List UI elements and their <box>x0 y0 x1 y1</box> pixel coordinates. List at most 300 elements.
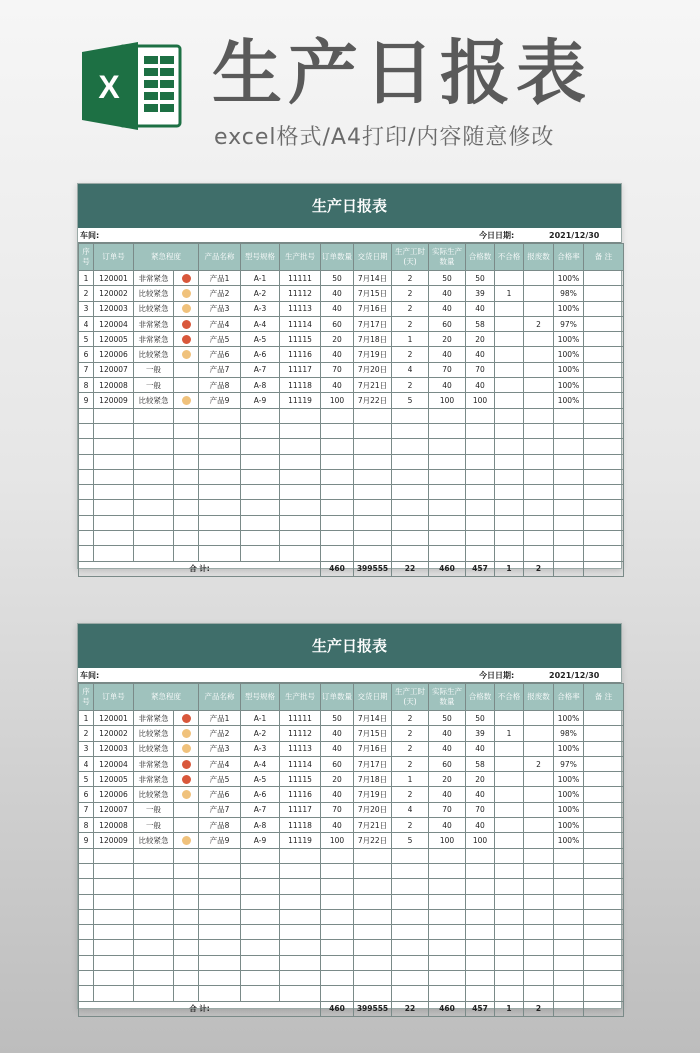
empty-cell <box>241 515 280 530</box>
cell-product: 产品7 <box>199 362 241 377</box>
empty-cell <box>280 531 321 546</box>
empty-cell <box>554 909 584 924</box>
empty-cell <box>199 940 241 955</box>
cell-pass: 100 <box>466 833 495 848</box>
empty-cell <box>79 485 94 500</box>
column-header: 合格数 <box>466 684 495 711</box>
cell-batch: 11115 <box>280 772 321 787</box>
empty-cell <box>584 971 624 986</box>
cell-note <box>584 316 624 331</box>
empty-cell <box>94 500 134 515</box>
empty-cell <box>584 408 624 423</box>
empty-cell <box>79 863 94 878</box>
meta-row <box>78 668 621 683</box>
empty-cell <box>79 971 94 986</box>
empty-cell <box>392 408 429 423</box>
column-header: 订单号 <box>94 244 134 271</box>
cell-no: 3 <box>79 741 94 756</box>
empty-cell <box>199 454 241 469</box>
cell-hours: 2 <box>392 347 429 362</box>
empty-cell <box>584 439 624 454</box>
empty-cell <box>392 940 429 955</box>
cell-delivery: 7月15日 <box>354 286 392 301</box>
cell-no: 5 <box>79 332 94 347</box>
cell-scrap <box>524 833 554 848</box>
column-header: 合格率 <box>554 684 584 711</box>
moderate-dot-icon <box>182 396 191 405</box>
cell-order: 120002 <box>94 726 134 741</box>
empty-cell <box>466 879 495 894</box>
empty-cell <box>134 423 174 438</box>
empty-cell <box>280 894 321 909</box>
cell-urgency: 一般 <box>134 362 174 377</box>
empty-cell <box>199 955 241 970</box>
cell-batch: 11116 <box>280 787 321 802</box>
empty-cell <box>134 986 174 1001</box>
cell-actual: 20 <box>429 332 466 347</box>
column-header: 订单数量 <box>321 684 354 711</box>
empty-cell <box>280 423 321 438</box>
empty-cell <box>466 469 495 484</box>
empty-cell <box>199 863 241 878</box>
cell-urgency: 非常紧急 <box>134 772 174 787</box>
cell-scrap <box>524 711 554 726</box>
empty-cell <box>241 454 280 469</box>
cell-note <box>584 818 624 833</box>
empty-cell <box>94 940 134 955</box>
empty-cell <box>524 439 554 454</box>
cell-order: 120006 <box>94 787 134 802</box>
empty-cell <box>134 500 174 515</box>
empty-cell <box>280 408 321 423</box>
cell-no: 4 <box>79 316 94 331</box>
cell-fail <box>495 332 524 347</box>
total-label: 合 计: <box>79 1001 321 1016</box>
banner <box>0 0 700 165</box>
empty-cell <box>354 940 392 955</box>
empty-cell <box>584 879 624 894</box>
empty-cell <box>392 986 429 1001</box>
empty-cell <box>554 546 584 561</box>
empty-cell <box>354 423 392 438</box>
cell-qty: 70 <box>321 802 354 817</box>
empty-cell <box>524 909 554 924</box>
workshop-label: 车间: <box>80 670 100 680</box>
cell-rate: 100% <box>554 301 584 316</box>
cell-delivery: 7月14日 <box>354 711 392 726</box>
cell-note <box>584 726 624 741</box>
cell-model: A-9 <box>241 833 280 848</box>
cell-product: 产品9 <box>199 393 241 408</box>
empty-cell <box>321 879 354 894</box>
empty-cell <box>174 500 199 515</box>
empty-cell <box>429 408 466 423</box>
empty-cell <box>554 894 584 909</box>
column-header: 订单号 <box>94 684 134 711</box>
empty-cell <box>134 863 174 878</box>
cell-delivery: 7月18日 <box>354 772 392 787</box>
empty-cell <box>554 955 584 970</box>
cell-scrap <box>524 393 554 408</box>
empty-cell <box>524 546 554 561</box>
empty-cell <box>466 531 495 546</box>
cell-no: 8 <box>79 818 94 833</box>
cell-fail <box>495 362 524 377</box>
urgent-dot-icon <box>182 335 191 344</box>
empty-cell <box>466 894 495 909</box>
table-row <box>79 301 624 316</box>
cell-urgency: 一般 <box>134 802 174 817</box>
empty-cell <box>94 546 134 561</box>
column-header: 报废数 <box>524 684 554 711</box>
empty-cell <box>199 515 241 530</box>
cell-no: 9 <box>79 393 94 408</box>
header-row <box>79 244 624 271</box>
total-rate <box>554 1001 584 1016</box>
empty-cell <box>199 485 241 500</box>
cell-hours: 5 <box>392 833 429 848</box>
cell-batch: 11111 <box>280 711 321 726</box>
empty-cell <box>94 955 134 970</box>
empty-cell <box>174 955 199 970</box>
empty-row <box>79 909 624 924</box>
empty-cell <box>241 546 280 561</box>
cell-urgency: 一般 <box>134 818 174 833</box>
empty-cell <box>354 863 392 878</box>
empty-cell <box>354 971 392 986</box>
cell-urgency: 一般 <box>134 378 174 393</box>
cell-hours: 2 <box>392 726 429 741</box>
cell-urgency: 比较紧急 <box>134 787 174 802</box>
cell-model: A-8 <box>241 378 280 393</box>
empty-cell <box>466 439 495 454</box>
empty-cell <box>321 439 354 454</box>
cell-delivery: 7月19日 <box>354 787 392 802</box>
empty-cell <box>174 940 199 955</box>
empty-cell <box>495 500 524 515</box>
empty-cell <box>321 546 354 561</box>
cell-no: 3 <box>79 301 94 316</box>
cell-qty: 40 <box>321 787 354 802</box>
empty-cell <box>554 971 584 986</box>
cell-rate: 100% <box>554 378 584 393</box>
empty-cell <box>94 986 134 1001</box>
cell-actual: 20 <box>429 772 466 787</box>
cell-note <box>584 833 624 848</box>
empty-cell <box>280 986 321 1001</box>
total-actual: 460 <box>429 561 466 576</box>
empty-cell <box>392 485 429 500</box>
cell-hours: 4 <box>392 802 429 817</box>
cell-fail: 1 <box>495 726 524 741</box>
cell-fail <box>495 818 524 833</box>
empty-cell <box>554 515 584 530</box>
empty-cell <box>321 408 354 423</box>
cell-note <box>584 772 624 787</box>
empty-cell <box>354 955 392 970</box>
cell-product: 产品3 <box>199 741 241 756</box>
table-row <box>79 802 624 817</box>
cell-scrap: 2 <box>524 316 554 331</box>
cell-scrap <box>524 378 554 393</box>
cell-pass: 40 <box>466 787 495 802</box>
total-scrap: 2 <box>524 561 554 576</box>
empty-cell <box>280 469 321 484</box>
empty-cell <box>94 925 134 940</box>
empty-cell <box>174 909 199 924</box>
empty-cell <box>524 940 554 955</box>
empty-cell <box>241 971 280 986</box>
empty-cell <box>174 469 199 484</box>
cell-fail <box>495 347 524 362</box>
urgency-indicator <box>174 711 199 726</box>
cell-order: 120008 <box>94 378 134 393</box>
empty-cell <box>134 971 174 986</box>
empty-cell <box>524 469 554 484</box>
urgency-indicator <box>174 756 199 771</box>
empty-cell <box>495 848 524 863</box>
cell-actual: 40 <box>429 286 466 301</box>
empty-cell <box>134 894 174 909</box>
urgency-indicator <box>174 787 199 802</box>
cell-scrap <box>524 726 554 741</box>
urgency-indicator <box>174 393 199 408</box>
empty-cell <box>466 863 495 878</box>
cell-delivery: 7月17日 <box>354 316 392 331</box>
empty-cell <box>199 986 241 1001</box>
cell-scrap <box>524 772 554 787</box>
empty-cell <box>524 955 554 970</box>
moderate-dot-icon <box>182 729 191 738</box>
cell-delivery: 7月16日 <box>354 301 392 316</box>
cell-order: 120005 <box>94 772 134 787</box>
total-hours: 22 <box>392 1001 429 1016</box>
table-row <box>79 362 624 377</box>
empty-cell <box>134 408 174 423</box>
total-actual: 460 <box>429 1001 466 1016</box>
empty-cell <box>466 848 495 863</box>
empty-cell <box>524 500 554 515</box>
cell-product: 产品1 <box>199 271 241 286</box>
cell-model: A-6 <box>241 347 280 362</box>
empty-cell <box>524 925 554 940</box>
empty-cell <box>554 485 584 500</box>
empty-cell <box>466 485 495 500</box>
urgency-indicator <box>174 286 199 301</box>
empty-cell <box>392 531 429 546</box>
cell-product: 产品6 <box>199 347 241 362</box>
empty-cell <box>174 894 199 909</box>
table-row <box>79 726 624 741</box>
cell-order: 120001 <box>94 271 134 286</box>
empty-cell <box>79 454 94 469</box>
cell-actual: 40 <box>429 347 466 362</box>
empty-cell <box>495 894 524 909</box>
empty-cell <box>466 925 495 940</box>
empty-cell <box>554 863 584 878</box>
empty-cell <box>554 925 584 940</box>
cell-urgency: 比较紧急 <box>134 286 174 301</box>
column-header: 不合格 <box>495 244 524 271</box>
cell-batch: 11118 <box>280 818 321 833</box>
cell-product: 产品2 <box>199 286 241 301</box>
cell-scrap <box>524 332 554 347</box>
empty-cell <box>429 485 466 500</box>
cell-urgency: 非常紧急 <box>134 316 174 331</box>
cell-batch: 11114 <box>280 316 321 331</box>
cell-order: 120001 <box>94 711 134 726</box>
cell-urgency: 非常紧急 <box>134 756 174 771</box>
empty-row <box>79 531 624 546</box>
empty-cell <box>354 485 392 500</box>
empty-row <box>79 469 624 484</box>
empty-cell <box>79 925 94 940</box>
empty-cell <box>392 439 429 454</box>
empty-row <box>79 500 624 515</box>
cell-batch: 11117 <box>280 362 321 377</box>
empty-row <box>79 485 624 500</box>
empty-cell <box>94 408 134 423</box>
empty-cell <box>584 454 624 469</box>
date-value: 2021/12/30 <box>549 670 600 680</box>
cell-delivery: 7月18日 <box>354 332 392 347</box>
empty-cell <box>199 500 241 515</box>
cell-delivery: 7月16日 <box>354 741 392 756</box>
empty-cell <box>392 469 429 484</box>
moderate-dot-icon <box>182 836 191 845</box>
column-header: 序号 <box>79 684 94 711</box>
empty-cell <box>354 531 392 546</box>
empty-cell <box>79 408 94 423</box>
total-row <box>79 561 624 576</box>
empty-cell <box>241 500 280 515</box>
cell-product: 产品1 <box>199 711 241 726</box>
cell-order: 120003 <box>94 741 134 756</box>
empty-cell <box>554 423 584 438</box>
date-label: 今日日期: <box>479 230 515 240</box>
empty-cell <box>429 925 466 940</box>
empty-cell <box>524 971 554 986</box>
cell-delivery: 7月14日 <box>354 271 392 286</box>
cell-note <box>584 378 624 393</box>
cell-fail <box>495 772 524 787</box>
empty-cell <box>524 423 554 438</box>
empty-cell <box>584 546 624 561</box>
empty-cell <box>584 986 624 1001</box>
empty-cell <box>174 546 199 561</box>
cell-hours: 2 <box>392 301 429 316</box>
empty-cell <box>584 469 624 484</box>
cell-qty: 40 <box>321 378 354 393</box>
cell-product: 产品5 <box>199 332 241 347</box>
cell-pass: 40 <box>466 347 495 362</box>
empty-cell <box>495 940 524 955</box>
empty-cell <box>466 423 495 438</box>
empty-cell <box>321 863 354 878</box>
cell-pass: 40 <box>466 378 495 393</box>
empty-cell <box>321 531 354 546</box>
cell-delivery: 7月20日 <box>354 802 392 817</box>
empty-cell <box>241 469 280 484</box>
cell-urgency: 比较紧急 <box>134 741 174 756</box>
cell-model: A-1 <box>241 711 280 726</box>
empty-cell <box>94 879 134 894</box>
empty-cell <box>392 423 429 438</box>
cell-note <box>584 332 624 347</box>
date-label: 今日日期: <box>479 670 515 680</box>
empty-cell <box>280 546 321 561</box>
empty-cell <box>94 439 134 454</box>
empty-cell <box>241 955 280 970</box>
total-delivery: 399555 <box>354 1001 392 1016</box>
cell-rate: 100% <box>554 772 584 787</box>
cell-rate: 98% <box>554 286 584 301</box>
table-row <box>79 347 624 362</box>
cell-fail <box>495 833 524 848</box>
empty-cell <box>354 848 392 863</box>
meta-row <box>78 228 621 243</box>
column-header: 不合格 <box>495 684 524 711</box>
cell-note <box>584 756 624 771</box>
empty-cell <box>524 879 554 894</box>
cell-pass: 50 <box>466 271 495 286</box>
cell-no: 1 <box>79 271 94 286</box>
empty-cell <box>174 515 199 530</box>
cell-hours: 2 <box>392 378 429 393</box>
cell-hours: 1 <box>392 332 429 347</box>
column-header: 型号规格 <box>241 684 280 711</box>
cell-qty: 20 <box>321 332 354 347</box>
empty-cell <box>199 971 241 986</box>
cell-no: 2 <box>79 726 94 741</box>
cell-batch: 11118 <box>280 378 321 393</box>
empty-cell <box>321 986 354 1001</box>
empty-cell <box>280 863 321 878</box>
cell-hours: 2 <box>392 286 429 301</box>
empty-cell <box>554 879 584 894</box>
empty-cell <box>429 454 466 469</box>
cell-pass: 58 <box>466 756 495 771</box>
empty-cell <box>524 531 554 546</box>
cell-model: A-3 <box>241 741 280 756</box>
cell-qty: 40 <box>321 286 354 301</box>
empty-cell <box>321 894 354 909</box>
cell-hours: 5 <box>392 393 429 408</box>
cell-actual: 100 <box>429 393 466 408</box>
empty-cell <box>554 531 584 546</box>
empty-row <box>79 423 624 438</box>
empty-cell <box>241 986 280 1001</box>
empty-cell <box>554 986 584 1001</box>
empty-row <box>79 971 624 986</box>
empty-cell <box>280 848 321 863</box>
cell-scrap: 2 <box>524 756 554 771</box>
cell-fail <box>495 393 524 408</box>
empty-cell <box>241 848 280 863</box>
cell-qty: 40 <box>321 347 354 362</box>
empty-cell <box>429 531 466 546</box>
empty-cell <box>392 863 429 878</box>
empty-cell <box>174 986 199 1001</box>
cell-no: 8 <box>79 378 94 393</box>
cell-hours: 2 <box>392 271 429 286</box>
cell-no: 1 <box>79 711 94 726</box>
empty-cell <box>495 879 524 894</box>
empty-cell <box>495 546 524 561</box>
empty-cell <box>392 971 429 986</box>
total-pass: 457 <box>466 1001 495 1016</box>
empty-cell <box>524 515 554 530</box>
